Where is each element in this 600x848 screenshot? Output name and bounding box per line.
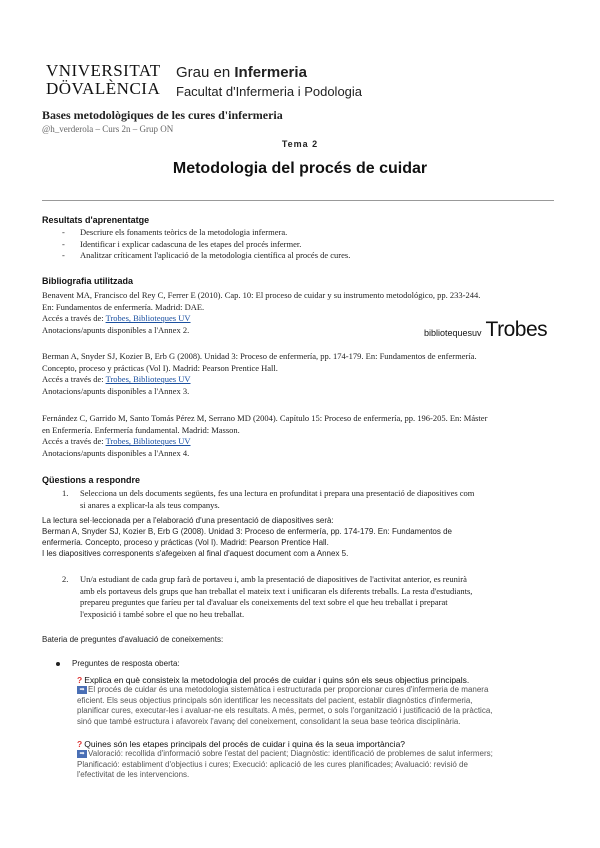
degree-bold: Infermeria <box>234 64 307 81</box>
access-line: Accés a través de: Trobes, Biblioteques UV <box>42 313 191 323</box>
trobes-link[interactable]: Trobes, Biblioteques UV <box>105 374 191 384</box>
question-1: 1. Selecciona un dels documents següents, fes una lectura en profunditat i prepara una presentació de diapositives com si anares a explicar-la als teus companys. <box>62 488 475 510</box>
university-logo-line1: VNIVERSITAT <box>46 61 161 80</box>
arrow-right-icon: ➡ <box>77 686 87 694</box>
entry-ref-line: en Enfermería. Enfermería fundamental. Madrid: Masson. <box>42 424 240 435</box>
resultats-section <box>42 215 149 225</box>
bibliography-entry-2 <box>42 351 557 397</box>
page-title: Metodologia del procés de cuidar <box>172 160 428 177</box>
question-item-2: ? Quines són les etapes principals del procés de cuidar i quina és la seua importància? ➡ Valoració: recollida d'informació sobre l'estat del pacient; Diagnòstic: identificació de problemes de salut infermers; Planificació: establiment d'objectius i cures; Execució: aplicació de les cures planificades; Avaluació: revisió de l'efectivitat de les intervencions. <box>77 739 493 779</box>
divider <box>42 200 554 201</box>
author-line: @h_verderola – Curs 2n – Grup ON <box>42 124 174 134</box>
course-title: Bases metodològiques de les cures d'infermeria <box>42 108 283 122</box>
trobes-logo <box>424 318 547 342</box>
university-logo <box>46 62 166 102</box>
open-questions-label: Preguntes de resposta oberta: <box>56 658 180 669</box>
tema-label: Tema 2 <box>281 139 319 149</box>
question-2: 2. Un/a estudiant de cada grup farà de portaveu i, amb la presentació de diapositives de l'activitat anterior, es reunirà amb els portaveus dels grups que han treballat el mateix text i unificaran els diferents treballs. La resta d'estudiants, preparеu preguntes que faríeu per tal d'avaluar els coneixements del text sobre el que heu treballat i preparat l'exposició i també sobre el que no heu treballat. <box>62 574 473 619</box>
entry-ref-line: Berman A, Snyder SJ, Kozier B, Erb G (2008). Unidad 3: Proceso de enfermería, pp. 174-179. En: Fundamentos de enfermería. <box>42 351 477 361</box>
bullet <box>56 662 60 666</box>
selected-reading: La lectura sel·leccionada per a l'elaboració d'una presentació de diapositives serà: Berman A, Snyder SJ, Kozier B, Erb G (2008). Unidad 3: Proceso de enfermería, pp. 174-179. En: Fundamentos de enfermería. Concepto, proceso y prácticas (Vol I). Madrid: Pearson Prentice Hall. I les diapositives corresponents s'afegeixen al final d'aquest document com a Annex 5. <box>42 516 452 558</box>
annex-note: Anotacions/apunts disponibles a l'Annex 3. <box>42 385 190 396</box>
resultats-list <box>62 227 350 262</box>
list-item: - Analitzar críticament l'aplicació de la metodologia científica al procés de cures. <box>62 250 351 260</box>
bateria-heading: Bateria de preguntes d'avaluació de coneixements: <box>42 635 224 644</box>
question-mark-icon: ? <box>77 675 83 685</box>
list-item: - Identificar i explicar cadascuna de les etapes del procés infermer. <box>62 238 302 249</box>
brand-big: Trobes <box>485 318 548 341</box>
access-line: Accés a través de: Trobes, Biblioteques UV <box>42 436 191 446</box>
question-mark-icon: ? <box>77 739 83 749</box>
bibliografia-section <box>42 276 133 286</box>
list-item: - Descriure els fonaments teòrics de la metodologia infermera. <box>62 227 288 237</box>
entry-ref-line: Concepto, proceso y prácticas (Vol I). Madrid: Pearson Prentice Hall. <box>42 362 278 373</box>
questions-heading: Qüestions a respondre <box>42 475 141 485</box>
annex-note: Anotacions/apunts disponibles a l'Annex 4. <box>42 447 190 458</box>
questions-section <box>42 475 140 485</box>
degree-prefix: Grau en <box>176 64 235 81</box>
brand-small: bibliotequesuv <box>424 328 482 338</box>
trobes-link[interactable]: Trobes, Biblioteques UV <box>105 313 191 323</box>
bibliography-entry-3 <box>42 413 557 459</box>
university-logo-line2: DÖVALÈNCIA <box>46 79 161 98</box>
annex-note: Anotacions/apunts disponibles a l'Annex 2. <box>42 324 190 335</box>
entry-ref-line: Fernández C, Garrido M, Santo Tomás Pérez M, Serrano MD (2004). Capítulo 15: Proceso de enfermería, pp. 196-205. En: Máster <box>42 413 488 423</box>
faculty-name: Facultat d'Infermeria i Podologia <box>176 84 363 99</box>
degree-name <box>176 64 307 81</box>
trobes-link[interactable]: Trobes, Biblioteques UV <box>105 436 191 446</box>
resultats-heading: Resultats d'aprenentatge <box>42 215 150 225</box>
bibliografia-heading: Bibliografia utilitzada <box>42 276 134 286</box>
arrow-right-icon: ➡ <box>77 750 87 758</box>
question-item-1: ? Explica en què consisteix la metodologia del procés de cuidar i quins són els seus objectius principals. ➡ El procés de cuidar és una metodologia sistemàtica i estructurada per proporcionar cures d'infermeria de manera eficient. Els seus objectius principals són identificar les necessitats del pacient, establir diagnòstics d'infermeria, planificar cures, executar-les i avaluar-ne els resultats. A més, permet, o sols l'organització i justificació de la pràctica, sinó que també estructura i afavoreix l'avanç del coneixement, consolidant la seua base teòrica disciplinària. <box>77 675 493 726</box>
entry-ref-line: Benavent MA, Francisco del Rey C, Ferrer E (2010). Cap. 10: El proceso de cuidar y su instrumento metodológico, pp. 233-244. <box>42 290 481 300</box>
entry-ref-line: En: Fundamentos de enfermería. Madrid: DAE. <box>42 301 205 312</box>
access-line: Accés a través de: Trobes, Biblioteques UV <box>42 374 191 384</box>
